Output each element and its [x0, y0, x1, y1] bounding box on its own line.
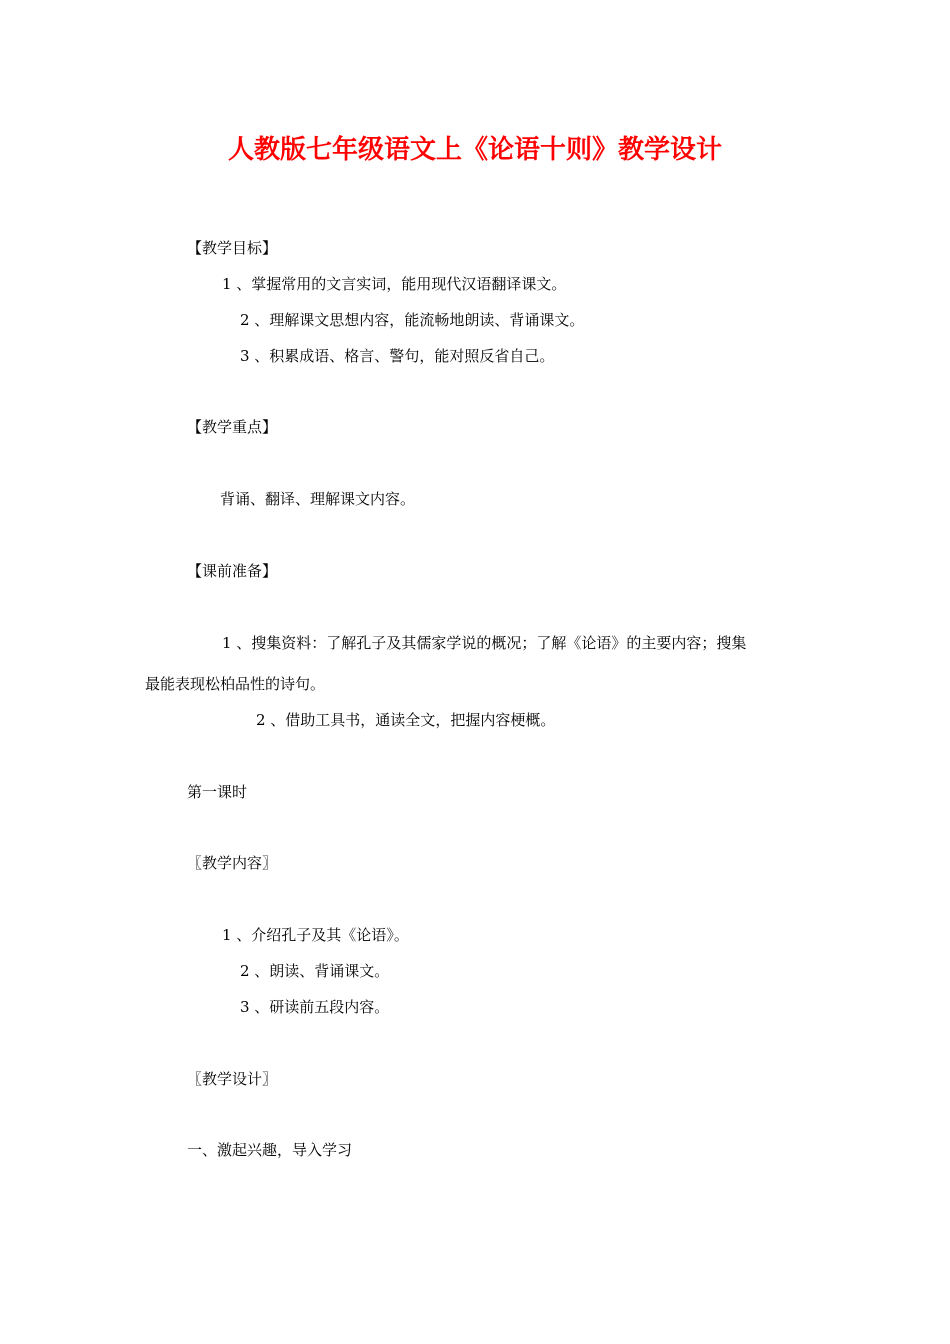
design-heading: 〖教学设计〗 — [187, 1070, 278, 1088]
content-item-3: 3 、研读前五段内容。 — [240, 998, 390, 1016]
goal-item-1: 1 、掌握常用的文言实词，能用现代汉语翻译课文。 — [222, 275, 567, 293]
focus-text: 背诵、翻译、理解课文内容。 — [220, 490, 416, 508]
content-item-1: 1 、介绍孔子及其《论语》。 — [222, 926, 409, 944]
document-title: 人教版七年级语文上《论语十则》教学设计 — [227, 135, 722, 165]
content-item-2: 2 、朗读、背诵课文。 — [240, 962, 390, 980]
goals-heading: 【教学目标】 — [187, 239, 278, 257]
content-heading: 〖教学内容〗 — [187, 854, 278, 872]
prep-heading: 【课前准备】 — [187, 562, 278, 580]
focus-heading: 【教学重点】 — [187, 418, 278, 436]
step-1-heading: 一、激起兴趣，导入学习 — [187, 1141, 353, 1159]
prep-item-2: 2 、借助工具书，通读全文，把握内容梗概。 — [256, 711, 556, 729]
goal-item-3: 3 、积累成语、格言、警句，能对照反省自己。 — [240, 347, 555, 365]
goal-item-2: 2 、理解课文思想内容，能流畅地朗读、背诵课文。 — [240, 311, 585, 329]
prep-item-1-line2: 最能表现松柏品性的诗句。 — [145, 675, 326, 693]
lesson-label: 第一课时 — [187, 783, 248, 801]
prep-item-1-line1: 1 、搜集资料：了解孔子及其儒家学说的概况；了解《论语》的主要内容；搜集 — [222, 634, 747, 652]
